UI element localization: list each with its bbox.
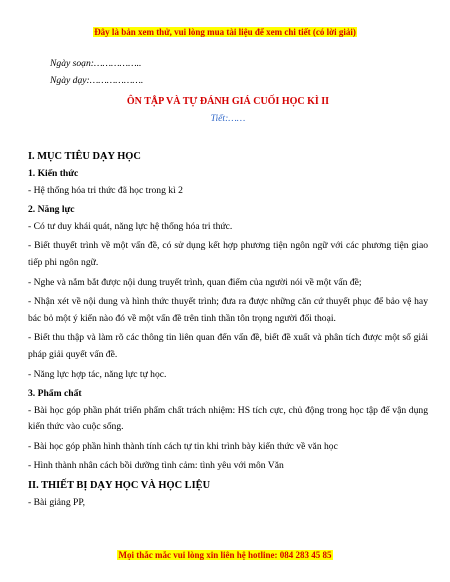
knowledge-item: - Hệ thống hóa tri thức đã học trong kì 2 [28, 184, 183, 196]
competence-heading: 2. Năng lực [28, 204, 75, 216]
preparation-date-line: Ngày soạn:…………….. [50, 58, 142, 69]
qualities-heading: 3. Phẩm chất [28, 388, 82, 400]
knowledge-heading: 1. Kiến thức [28, 167, 79, 179]
document-body [28, 56, 428, 514]
lesson-period-line: Tiết:…… [210, 112, 246, 124]
hotline-banner [0, 550, 450, 561]
competence-item: - Nhận xét về nội dung và hình thức thuyết trình; đưa ra được những căn cứ thuyết phục để bảo vệ hay bác bỏ một ý kiến nào đó về một vấn đề trên tinh thần tôn trọng người đối thoại. [28, 296, 428, 324]
competence-item: - Năng lực hợp tác, năng lực tự học. [28, 368, 167, 380]
qualities-item: - Bài học góp phần hình thành tính cách tự tin khi trình bày kiến thức về văn học [28, 440, 338, 452]
competence-item: - Biết thuyết trình về một vấn đề, có sử dụng kết hợp phương tiện ngôn ngữ với các phương tiện giao tiếp phi ngôn ngữ. [28, 240, 428, 268]
lesson-title: ÔN TẬP VÀ TỰ ĐÁNH GIÁ CUỐI HỌC KÌ II [126, 96, 330, 108]
section-objectives-heading: I. MỤC TIÊU DẠY HỌC [28, 151, 141, 163]
competence-item: - Có tư duy khái quát, năng lực hệ thống hóa tri thức. [28, 220, 233, 232]
competence-item: - Biết thu thập và làm rõ các thông tin liên quan đến vấn đề, biết đề xuất và phân tích được một số giải pháp giải quyết vấn đề. [28, 332, 428, 360]
teaching-date-line: Ngày dạy:………………. [50, 74, 144, 86]
preview-notice-banner [0, 27, 450, 38]
equipment-item: - Bài giảng PP, [28, 496, 86, 508]
hotline-text: Mọi thắc mắc vui lòng xin liên hệ hotline: 084 283 45 85 [118, 550, 332, 560]
qualities-item: - Bài học góp phần phát triển phẩm chất trách nhiệm: HS tích cực, chủ động trong học tập để vận dụng kiến thức vào cuộc sống. [28, 404, 428, 433]
section-equipment-heading: II. THIẾT BỊ DẠY HỌC VÀ HỌC LIỆU [28, 480, 211, 492]
preview-notice-text: Đây là bản xem thử, vui lòng mua tài liệu để xem chi tiết (có lời giải) [94, 27, 356, 37]
competence-item: - Nghe và nắm bắt được nội dung truyết trình, quan điểm của người nói về một vấn đề; [28, 276, 362, 288]
qualities-item: - Hình thành nhân cách bồi dưỡng tình cảm: tình yêu với môn Văn [28, 460, 284, 472]
